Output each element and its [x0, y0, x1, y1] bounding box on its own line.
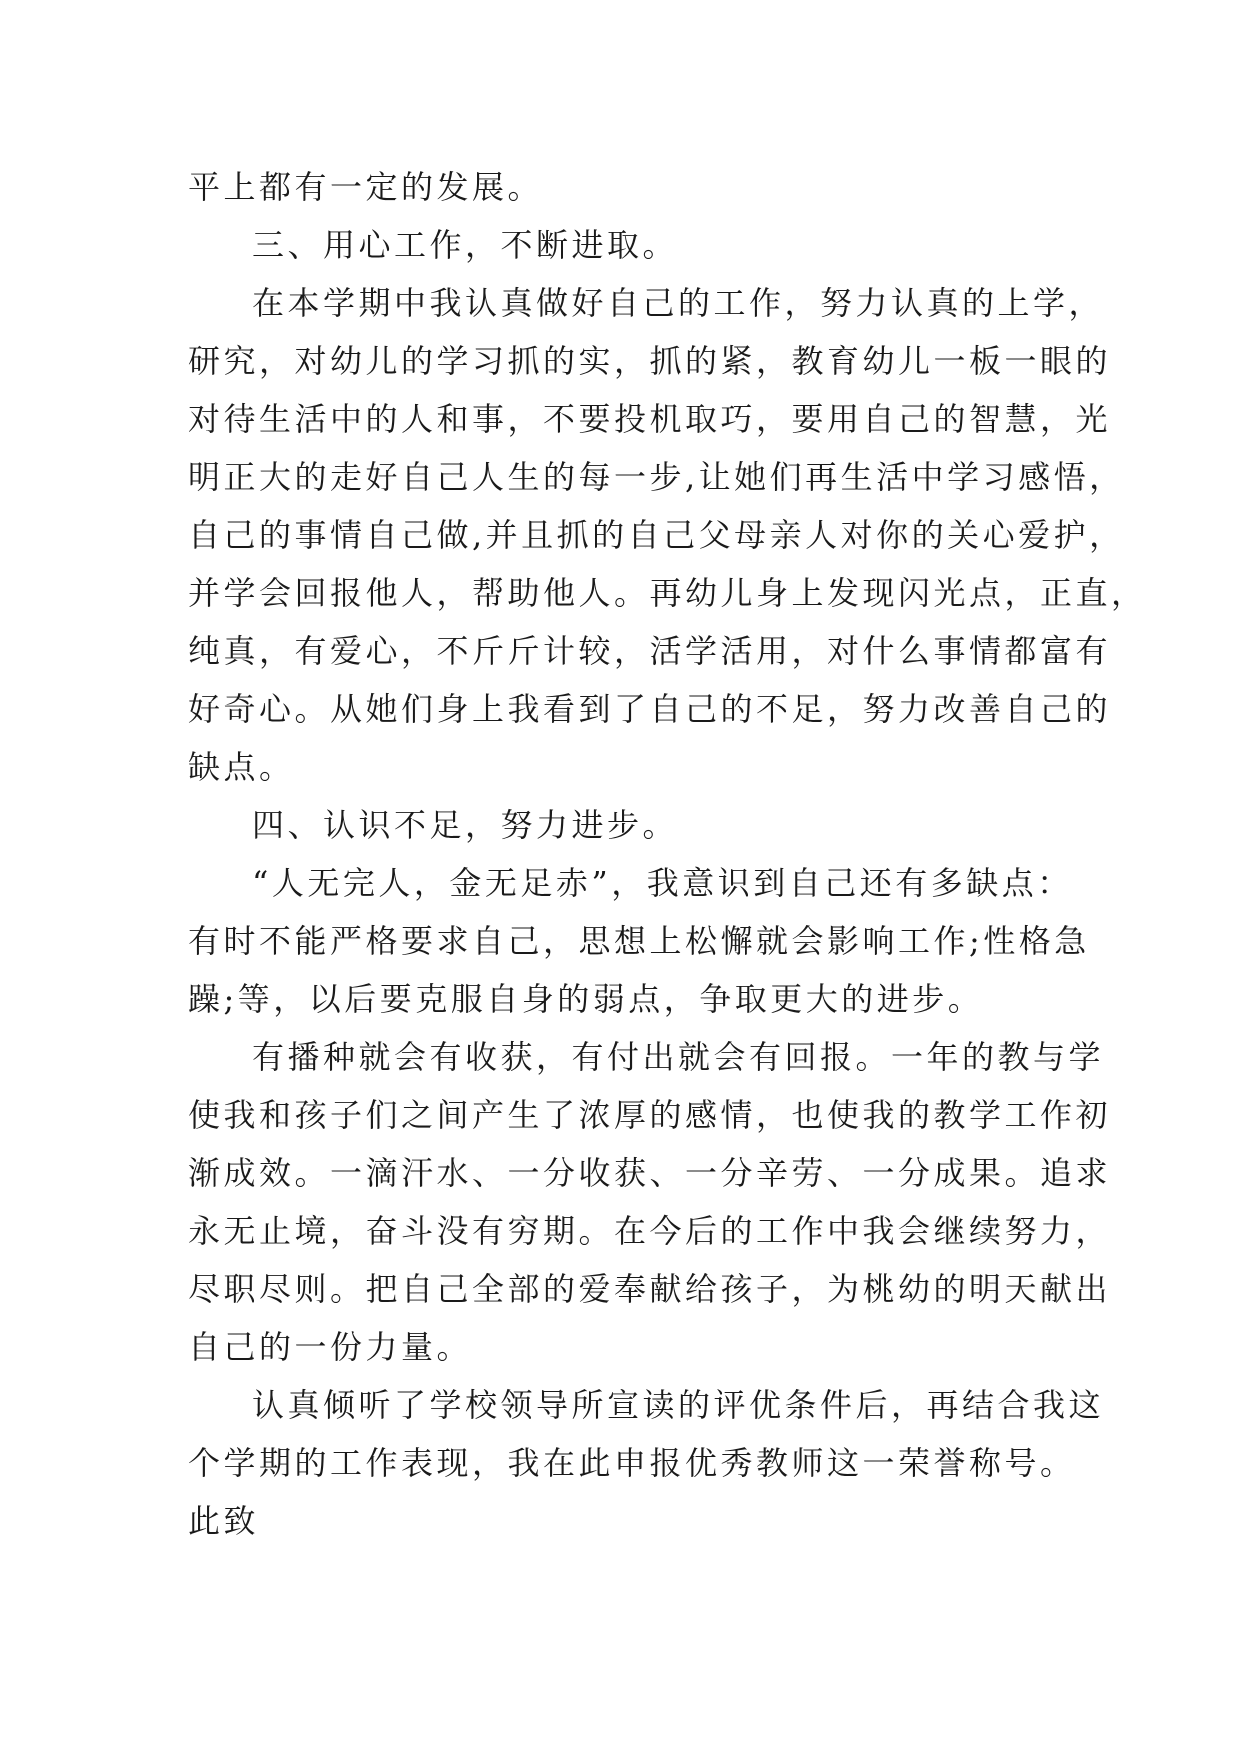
- text-line-14: 有时不能严格要求自己，思想上松懈就会影响工作;性格急: [188, 922, 1090, 960]
- text-line-4: 研究，对幼儿的学习抓的实，抓的紧，教育幼儿一板一眼的: [188, 342, 1112, 380]
- text-line-22: 认真倾听了学校领导所宣读的评优条件后，再结合我这: [252, 1386, 1105, 1424]
- text-line-11: 缺点。: [188, 748, 295, 786]
- text-line-20: 尽职尽则。把自己全部的爱奉献给孩子，为桃幼的明天献出: [188, 1270, 1112, 1308]
- text-line-23: 个学期的工作表现，我在此申报优秀教师这一荣誉称号。: [188, 1444, 1076, 1482]
- text-line-8: 并学会回报他人，帮助他人。再幼儿身上发现闪光点，正直，: [188, 574, 1147, 612]
- text-line-6: 明正大的走好自己人生的每一步,让她们再生活中学习感悟，: [188, 458, 1125, 496]
- text-line-17: 使我和孩子们之间产生了浓厚的感情，也使我的教学工作初: [188, 1096, 1112, 1134]
- text-line-13: “人无完人，金无足赤”，我意识到自己还有多缺点：: [252, 864, 1073, 902]
- text-line-9: 纯真，有爱心，不斤斤计较，活学活用，对什么事情都富有: [188, 632, 1112, 670]
- text-line-3: 在本学期中我认真做好自己的工作，努力认真的上学，: [252, 284, 1105, 322]
- text-line-18: 渐成效。一滴汗水、一分收获、一分辛劳、一分成果。追求: [188, 1154, 1112, 1192]
- text-line-15: 躁;等，以后要克服自身的弱点，争取更大的进步。: [188, 980, 984, 1018]
- document-body: [188, 158, 1147, 1550]
- text-line-10: 好奇心。从她们身上我看到了自己的不足，努力改善自己的: [188, 690, 1112, 728]
- text-line-21: 自己的一份力量。: [188, 1328, 473, 1366]
- text-line-1: 平上都有一定的发展。: [188, 168, 544, 206]
- section-heading-3: 三、用心工作，不断进取。: [252, 226, 679, 264]
- section-heading-4: 四、认识不足，努力进步。: [252, 806, 679, 844]
- text-line-19: 永无止境，奋斗没有穷期。在今后的工作中我会继续努力，: [188, 1212, 1112, 1250]
- text-line-7: 自己的事情自己做,并且抓的自己父母亲人对你的关心爱护，: [188, 516, 1125, 554]
- text-line-16: 有播种就会有收获，有付出就会有回报。一年的教与学: [252, 1038, 1105, 1076]
- text-line-5: 对待生活中的人和事，不要投机取巧，要用自己的智慧，光: [188, 400, 1112, 438]
- closing-salutation: 此致: [188, 1502, 260, 1540]
